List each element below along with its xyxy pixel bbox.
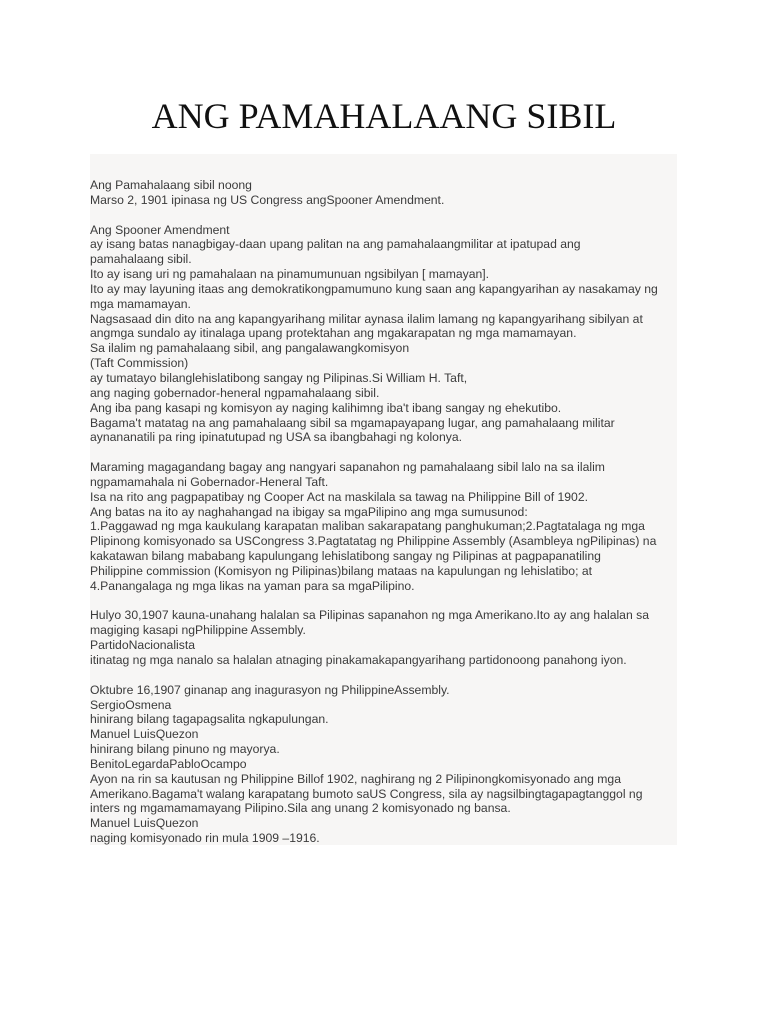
document-body-text: Ang Pamahalaang sibil noong Marso 2, 1901 ipinasa ng US Congress angSpooner Amendment. Ang Spooner Amendment ay isang batas nanagbigay-daan upang palitan na ang pamahalaangmilitar at ipatupad ang pamahalaang sibil. Ito ay isang uri ng pamahalaan na pinamumunuan ngsibilyan [ mamayan]. Ito ay may layuning itaas ang demokratikongpamumuno kung saan ang kapangyarihan ay nasakamay ng mga mamamayan. Nagsasaad din dito na ang kapangyarihang militar aynasa ilalim lamang ng kapangyarihang sibilyan at angmga sundalo ay itinalaga upang protektahan ang mgakarapatan ng mga mamamayan. Sa ilalim ng pamahalaang sibil, ang pangalawangkomisyon (Taft Commission) ay tumatayo bilanglehislatibong sangay ng Pilipinas.Si William H. Taft, ang naging gobernador-heneral ngpamahalaang sibil. Ang iba pang kasapi ng komisyon ay naging kalihimng iba't ibang sangay ng ehekutibo. Bagama't matatag na ang pamahalaang sibil sa mgamapayapang lugar, ang pamahalaang militar aynananatili pa ring ipinatutupad ng USA sa ibangbahagi ng kolonya. Maraming magagandang bagay ang nangyari sapanahon ng pamahalaang sibil lalo na sa ilalim ngpamamahala ni Gobernador-Heneral Taft. Isa na rito ang pagpapatibay ng Cooper Act na maskilala sa tawag na Philippine Bill of 1902. Ang batas na ito ay naghahangad na ibigay sa mgaPilipino ang mga sumusunod: 1.Paggawad ng mga kaukulang karapatan maliban sakarapatang panghukuman;2.Pagtatalaga ng mga Plipinong komisyonado sa USCongress 3.Pagtatatag ng Philippine Assembly (Asambleya ngPilipinas) na kakatawan bilang mababang kapulungang lehislatibong sangay ng Pilipinas at pagpapanatiling Philippine commission (Komisyon ng Pilipinas)bilang mataas na kapulungan ng lehislatibo; at 4.Panangalaga ng mga likas na yaman para sa mgaPilipino. Hulyo 30,1907 kauna-unahang halalan sa Pilipinas sapanahon ng mga Amerikano.Ito ay ang halalan sa magiging kasapi ngPhilippine Assembly. PartidoNacionalista itinatag ng mga nanalo sa halalan atnaging pinakamakapangyarihang partidonoong panahong iyon. Oktubre 16,1907 ginanap ang inagurasyon ng PhilippineAssembly. SergioOsmena hinirang bilang tagapagsalita ngkapulungan. Manuel LuisQuezon hinirang bilang pinuno ng mayorya. BenitoLegardaPabloOcampo Ayon na rin sa kautusan ng Philippine Billof 1902, naghirang ng 2 Pilipinongkomisyonado ang mga Amerikano.Bagama't walang karapatang bumoto saUS Congress, sila ay nagsilbingtagapagtanggol ng inters ng mgamamamayang Pilipino.Sila ang unang 2 komisyonado ng bansa. Manuel LuisQuezon naging komisyonado rin mula 1909 –1916. (90, 178, 658, 846)
document-body-panel (90, 154, 677, 845)
page-title: ANG PAMAHALAANG SIBIL (151, 96, 617, 136)
